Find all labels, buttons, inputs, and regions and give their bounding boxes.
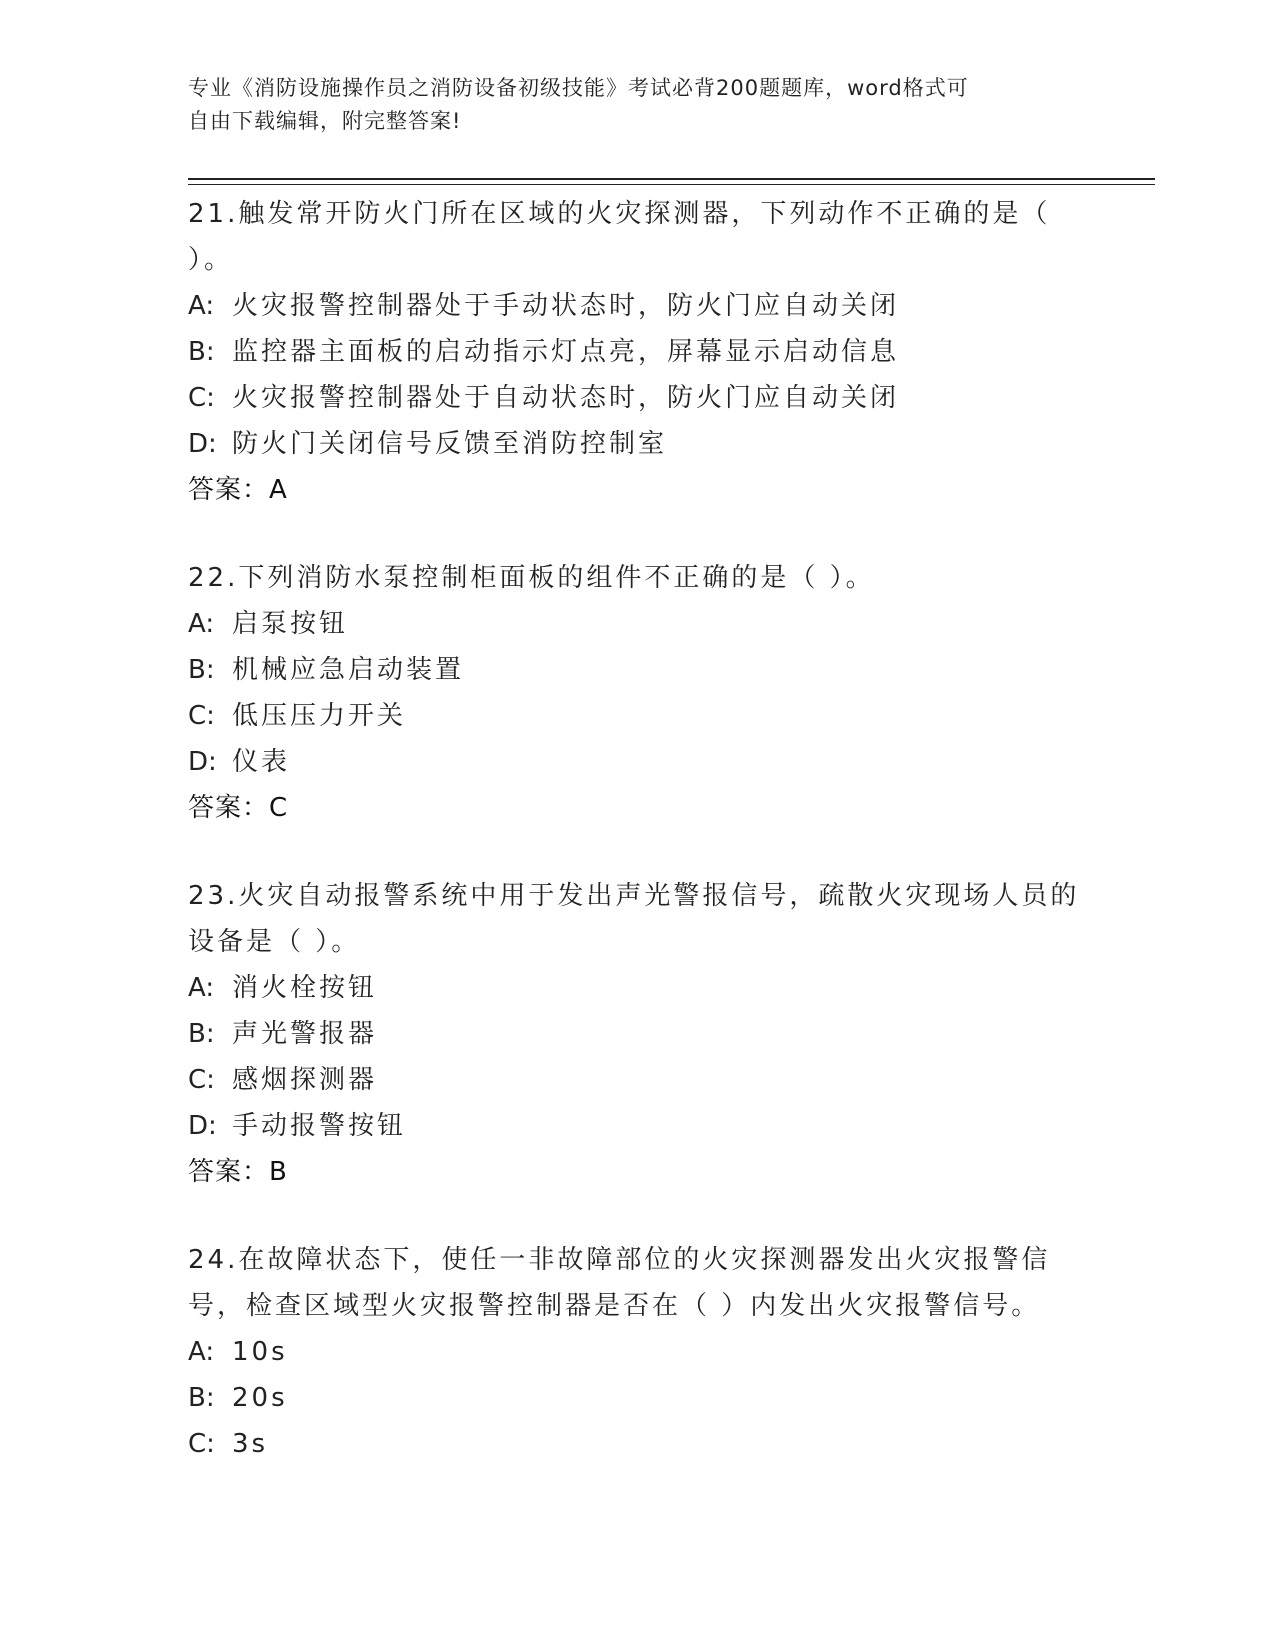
option-letter: C:: [188, 1429, 215, 1459]
header-divider-thin: [188, 184, 1155, 185]
option-letter: D:: [188, 747, 217, 777]
question-list: [188, 191, 1088, 1509]
question-22: [188, 555, 1088, 831]
question-text: 24.在故障状态下，使任一非故障部位的火灾探测器发出火灾报警信号，检查区域型火灾报警控制器是否在（ ）内发出火灾报警信号。: [188, 1245, 1051, 1321]
option-text: 声光警报器: [232, 1019, 378, 1049]
option-letter: C:: [188, 383, 215, 413]
option-letter: B:: [188, 655, 215, 685]
option-a: [188, 965, 1088, 1011]
option-text: 消火栓按钮: [232, 973, 378, 1003]
option-text: 仪表: [232, 747, 291, 777]
question-23: [188, 873, 1088, 1195]
option-text: 手动报警按钮: [232, 1111, 407, 1141]
option-text: 10s: [232, 1337, 288, 1367]
option-text: 监控器主面板的启动指示灯点亮，屏幕显示启动信息: [232, 337, 900, 367]
option-letter: C:: [188, 701, 215, 731]
option-letter: A:: [188, 973, 215, 1003]
option-letter: A:: [188, 1337, 215, 1367]
answer: 答案：A: [188, 475, 288, 505]
option-b: [188, 329, 1088, 375]
option-letter: D:: [188, 429, 217, 459]
option-a: [188, 1329, 1088, 1375]
option-letter: A:: [188, 609, 215, 639]
header-line-2: 自由下载编辑，附完整答案!: [188, 109, 462, 133]
document-header: [188, 72, 1068, 138]
option-d: [188, 739, 1088, 785]
option-c: [188, 693, 1088, 739]
answer: 答案：C: [188, 793, 289, 823]
option-letter: B:: [188, 337, 215, 367]
option-letter: D:: [188, 1111, 217, 1141]
option-letter: C:: [188, 1065, 215, 1095]
header-divider-thick: [188, 178, 1155, 180]
option-text: 机械应急启动装置: [232, 655, 465, 685]
option-b: [188, 1011, 1088, 1057]
option-c: [188, 375, 1088, 421]
option-text: 启泵按钮: [232, 609, 349, 639]
option-text: 火灾报警控制器处于自动状态时，防火门应自动关闭: [232, 383, 900, 413]
option-letter: A:: [188, 291, 215, 321]
option-text: 防火门关闭信号反馈至消防控制室: [232, 429, 668, 459]
question-text: 23.火灾自动报警系统中用于发出声光警报信号，疏散火灾现场人员的设备是（ ）。: [188, 881, 1080, 957]
option-c: [188, 1421, 1088, 1467]
option-text: 20s: [232, 1383, 288, 1413]
question-text: 21.触发常开防火门所在区域的火灾探测器，下列动作不正确的是（ ）。: [188, 199, 1051, 275]
answer: 答案：B: [188, 1157, 288, 1187]
question-21: [188, 191, 1088, 513]
question-24: [188, 1237, 1088, 1467]
option-a: [188, 283, 1088, 329]
option-c: [188, 1057, 1088, 1103]
option-text: 火灾报警控制器处于手动状态时，防火门应自动关闭: [232, 291, 900, 321]
option-text: 感烟探测器: [232, 1065, 378, 1095]
question-text: 22.下列消防水泵控制柜面板的组件不正确的是（ ）。: [188, 563, 875, 593]
option-d: [188, 421, 1088, 467]
header-line-1: 专业《消防设施操作员之消防设备初级技能》考试必背200题题库，word格式可: [188, 76, 969, 100]
option-b: [188, 1375, 1088, 1421]
option-letter: B:: [188, 1383, 215, 1413]
option-text: 3s: [232, 1429, 269, 1459]
option-text: 低压压力开关: [232, 701, 407, 731]
option-a: [188, 601, 1088, 647]
option-b: [188, 647, 1088, 693]
option-d: [188, 1103, 1088, 1149]
option-letter: B:: [188, 1019, 215, 1049]
